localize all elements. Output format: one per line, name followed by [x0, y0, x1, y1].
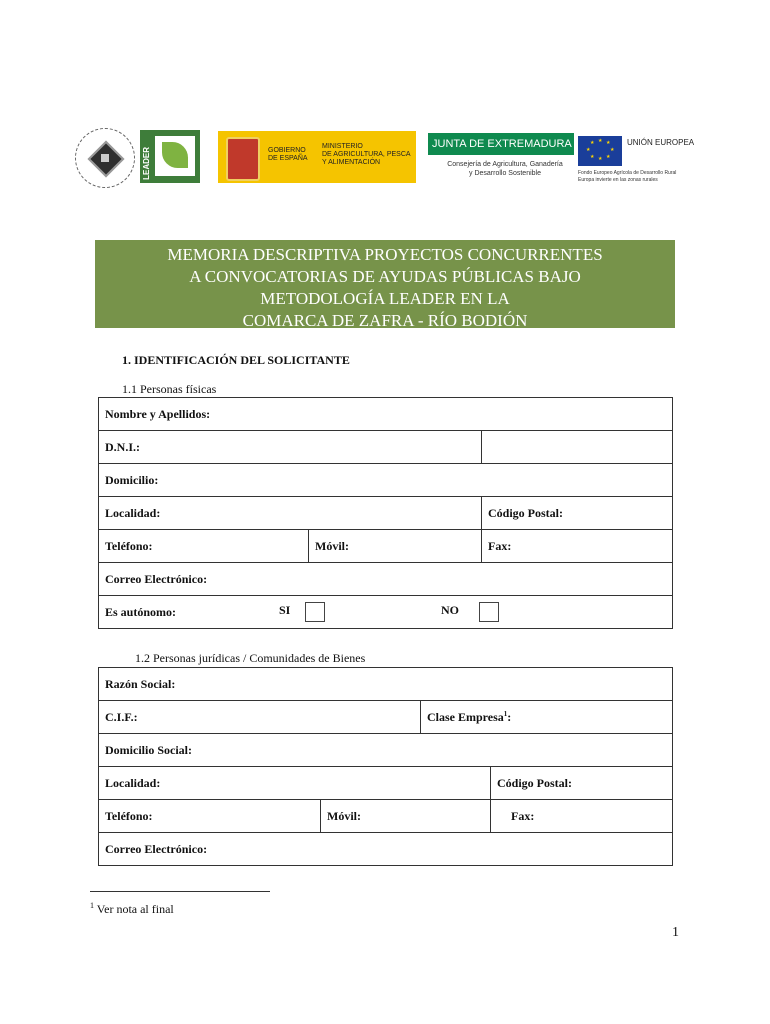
gobierno-espana-logo: [218, 131, 416, 183]
section-1-heading: 1. IDENTIFICACIÓN DEL SOLICITANTE: [122, 353, 350, 367]
localidad-field[interactable]: Localidad:: [99, 497, 482, 530]
footnote-divider: [90, 891, 270, 892]
ministerio-text: MINISTERIO DE AGRICULTURA, PESCA Y ALIMENTACIÓN: [322, 143, 411, 166]
footnote: [90, 901, 174, 917]
no-checkbox[interactable]: [479, 602, 499, 622]
coat-of-arms-icon: [226, 137, 260, 181]
eu-flag-icon: ★ ★ ★ ★ ★ ★ ★ ★: [578, 136, 622, 166]
title-line-3: METODOLOGÍA LEADER EN LA: [260, 289, 510, 308]
domicilio-field[interactable]: Domicilio:: [99, 464, 673, 497]
juridica-codigo-postal-field[interactable]: Código Postal:: [491, 767, 673, 800]
section-1-2-heading: 1.2 Personas jurídicas / Comunidades de Bienes: [135, 651, 366, 665]
autonomo-label: Es autónomo:: [105, 604, 177, 619]
clase-empresa-label: Clase Empresa: [427, 709, 504, 724]
title-line-4: COMARCA DE ZAFRA - RÍO BODIÓN: [242, 311, 528, 330]
page-number: 1: [672, 925, 679, 940]
juridica-movil-field[interactable]: Móvil:: [321, 800, 491, 833]
junta-extremadura-logo: JUNTA DE EXTREMADURA: [428, 133, 574, 155]
razon-social-field[interactable]: Razón Social:: [99, 668, 673, 701]
seal-core-icon: [101, 154, 109, 162]
clase-empresa-colon: :: [507, 709, 512, 724]
codigo-postal-field[interactable]: Código Postal:: [482, 497, 673, 530]
juridica-correo-field[interactable]: Correo Electrónico:: [99, 833, 673, 866]
si-label: SI: [279, 603, 291, 617]
gobierno-text: GOBIERNO DE ESPAÑA: [268, 147, 308, 162]
clase-empresa-field[interactable]: [421, 701, 673, 734]
personas-juridicas-table: [98, 667, 673, 866]
title-line-2: A CONVOCATORIAS DE AYUDAS PÚBLICAS BAJO: [189, 267, 581, 286]
juridica-fax-field[interactable]: Fax:: [491, 800, 673, 833]
leader-logo-text: LEADER: [142, 147, 151, 180]
section-1-1-heading: 1.1 Personas físicas: [122, 382, 217, 396]
local-seal-logo: [75, 128, 135, 188]
si-checkbox[interactable]: [305, 602, 325, 622]
title-line-1: MEMORIA DESCRIPTIVA PROYECTOS CONCURRENTES: [167, 245, 603, 264]
movil-field[interactable]: Móvil:: [309, 530, 482, 563]
cif-field[interactable]: C.I.F.:: [99, 701, 421, 734]
juridica-localidad-field[interactable]: Localidad:: [99, 767, 491, 800]
no-label: NO: [441, 603, 459, 617]
footnote-number: 1: [90, 901, 94, 910]
nombre-field[interactable]: Nombre y Apellidos:: [99, 398, 673, 431]
dni-extra-field[interactable]: [482, 431, 673, 464]
footnote-text: Ver nota al final: [94, 902, 174, 916]
dni-field[interactable]: D.N.I.:: [99, 431, 482, 464]
eu-subtitle: Fondo Europeo Agrícola de Desarrollo Rural Europa invierte en las zonas rurales: [578, 170, 677, 183]
autonomo-row: [99, 596, 673, 629]
domicilio-social-field[interactable]: Domicilio Social:: [99, 734, 673, 767]
telefono-field[interactable]: Teléfono:: [99, 530, 309, 563]
eu-title: UNIÓN EUROPEA: [627, 138, 695, 147]
personas-fisicas-table: [98, 397, 673, 629]
correo-field[interactable]: Correo Electrónico:: [99, 563, 673, 596]
juridica-telefono-field[interactable]: Teléfono:: [99, 800, 321, 833]
clase-empresa-footnote-ref: 1: [503, 709, 508, 718]
leader-logo: [140, 130, 200, 183]
junta-subtitle: Consejería de Agricultura, Ganadería y Desarrollo Sostenible: [447, 161, 563, 177]
fax-field[interactable]: Fax:: [482, 530, 673, 563]
document-title: [95, 240, 675, 328]
